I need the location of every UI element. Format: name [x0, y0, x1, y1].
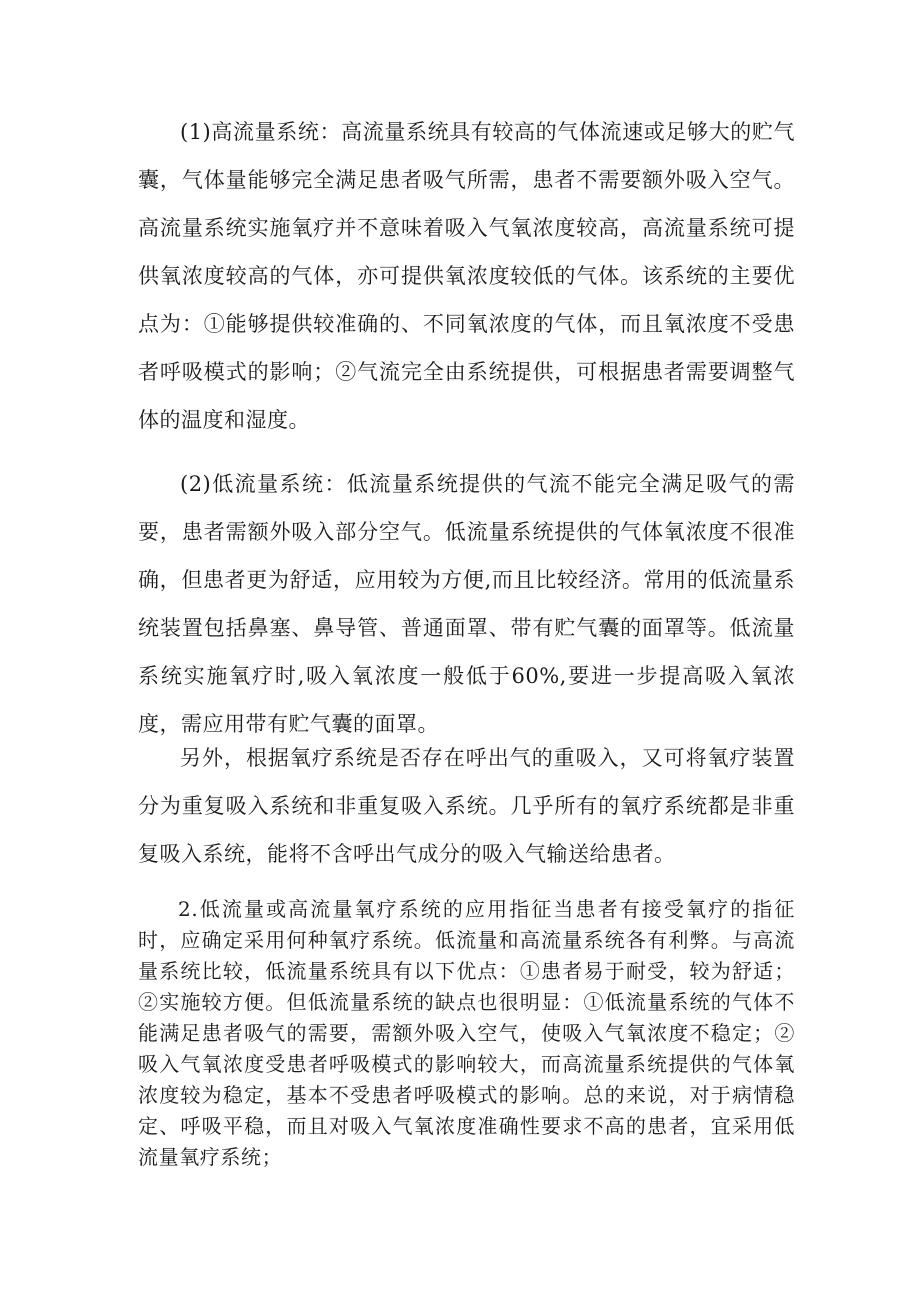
- paragraph-high-flow-system: (1)高流量系统：高流量系统具有较高的气体流速或足够大的贮气囊，气体量能够完全满足患者吸气所需，患者不需要额外吸入空气。高流量系统实施氧疗并不意味着吸入气氧浓度较高，高流量系统可提供氧浓度较高的气体，亦可提供氧浓度较低的气体。该系统的主要优点为：①能够提供较准确的、不同氧浓度的气体，而且氧浓度不受患者呼吸模式的影响；②气流完全由系统提供，可根据患者需要调整气体的温度和湿度。: [138, 120, 795, 432]
- paragraph-application-indications: 2.低流量或高流量氧疗系统的应用指征当患者有接受氧疗的指征时，应确定采用何种氧疗系统。低流量和高流量系统各有利弊。与高流量系统比较，低流量系统具有以下优点：①患者易于耐受，较为舒适；②实施较方便。但低流量系统的缺点也很明显：①低流量系统的气体不能满足患者吸气的需要，需额外吸入空气，使吸入气氧浓度不稳定；②吸入气氧浓度受患者呼吸模式的影响较大，而高流量系统提供的气体氧浓度较为稳定，基本不受患者呼吸模式的影响。总的来说，对于病情稳定、呼吸平稳，而且对吸入气氧浓度准确性要求不高的患者，宜采用低流量氧疗系统；: [138, 897, 795, 1169]
- paragraph-low-flow-system: (2)低流量系统：低流量系统提供的气流不能完全满足吸气的需要，患者需额外吸入部分空气。低流量系统提供的气体氧浓度不很准确，但患者更为舒适，应用较为方便,而且比较经济。常用的低流量系统装置包括鼻塞、鼻导管、普通面罩、带有贮气囊的面罩等。低流量系统实施氧疗时,吸入氧浓度一般低于60%,要进一步提高吸入氧浓度，需应用带有贮气囊的面罩。: [138, 472, 795, 736]
- paragraph-rebreathing-classification: 另外，根据氧疗系统是否存在呼出气的重吸入，又可将氧疗装置分为重复吸入系统和非重复吸入系统。几乎所有的氧疗系统都是非重复吸入系统，能将不含呼出气成分的吸入气输送给患者。: [138, 746, 795, 866]
